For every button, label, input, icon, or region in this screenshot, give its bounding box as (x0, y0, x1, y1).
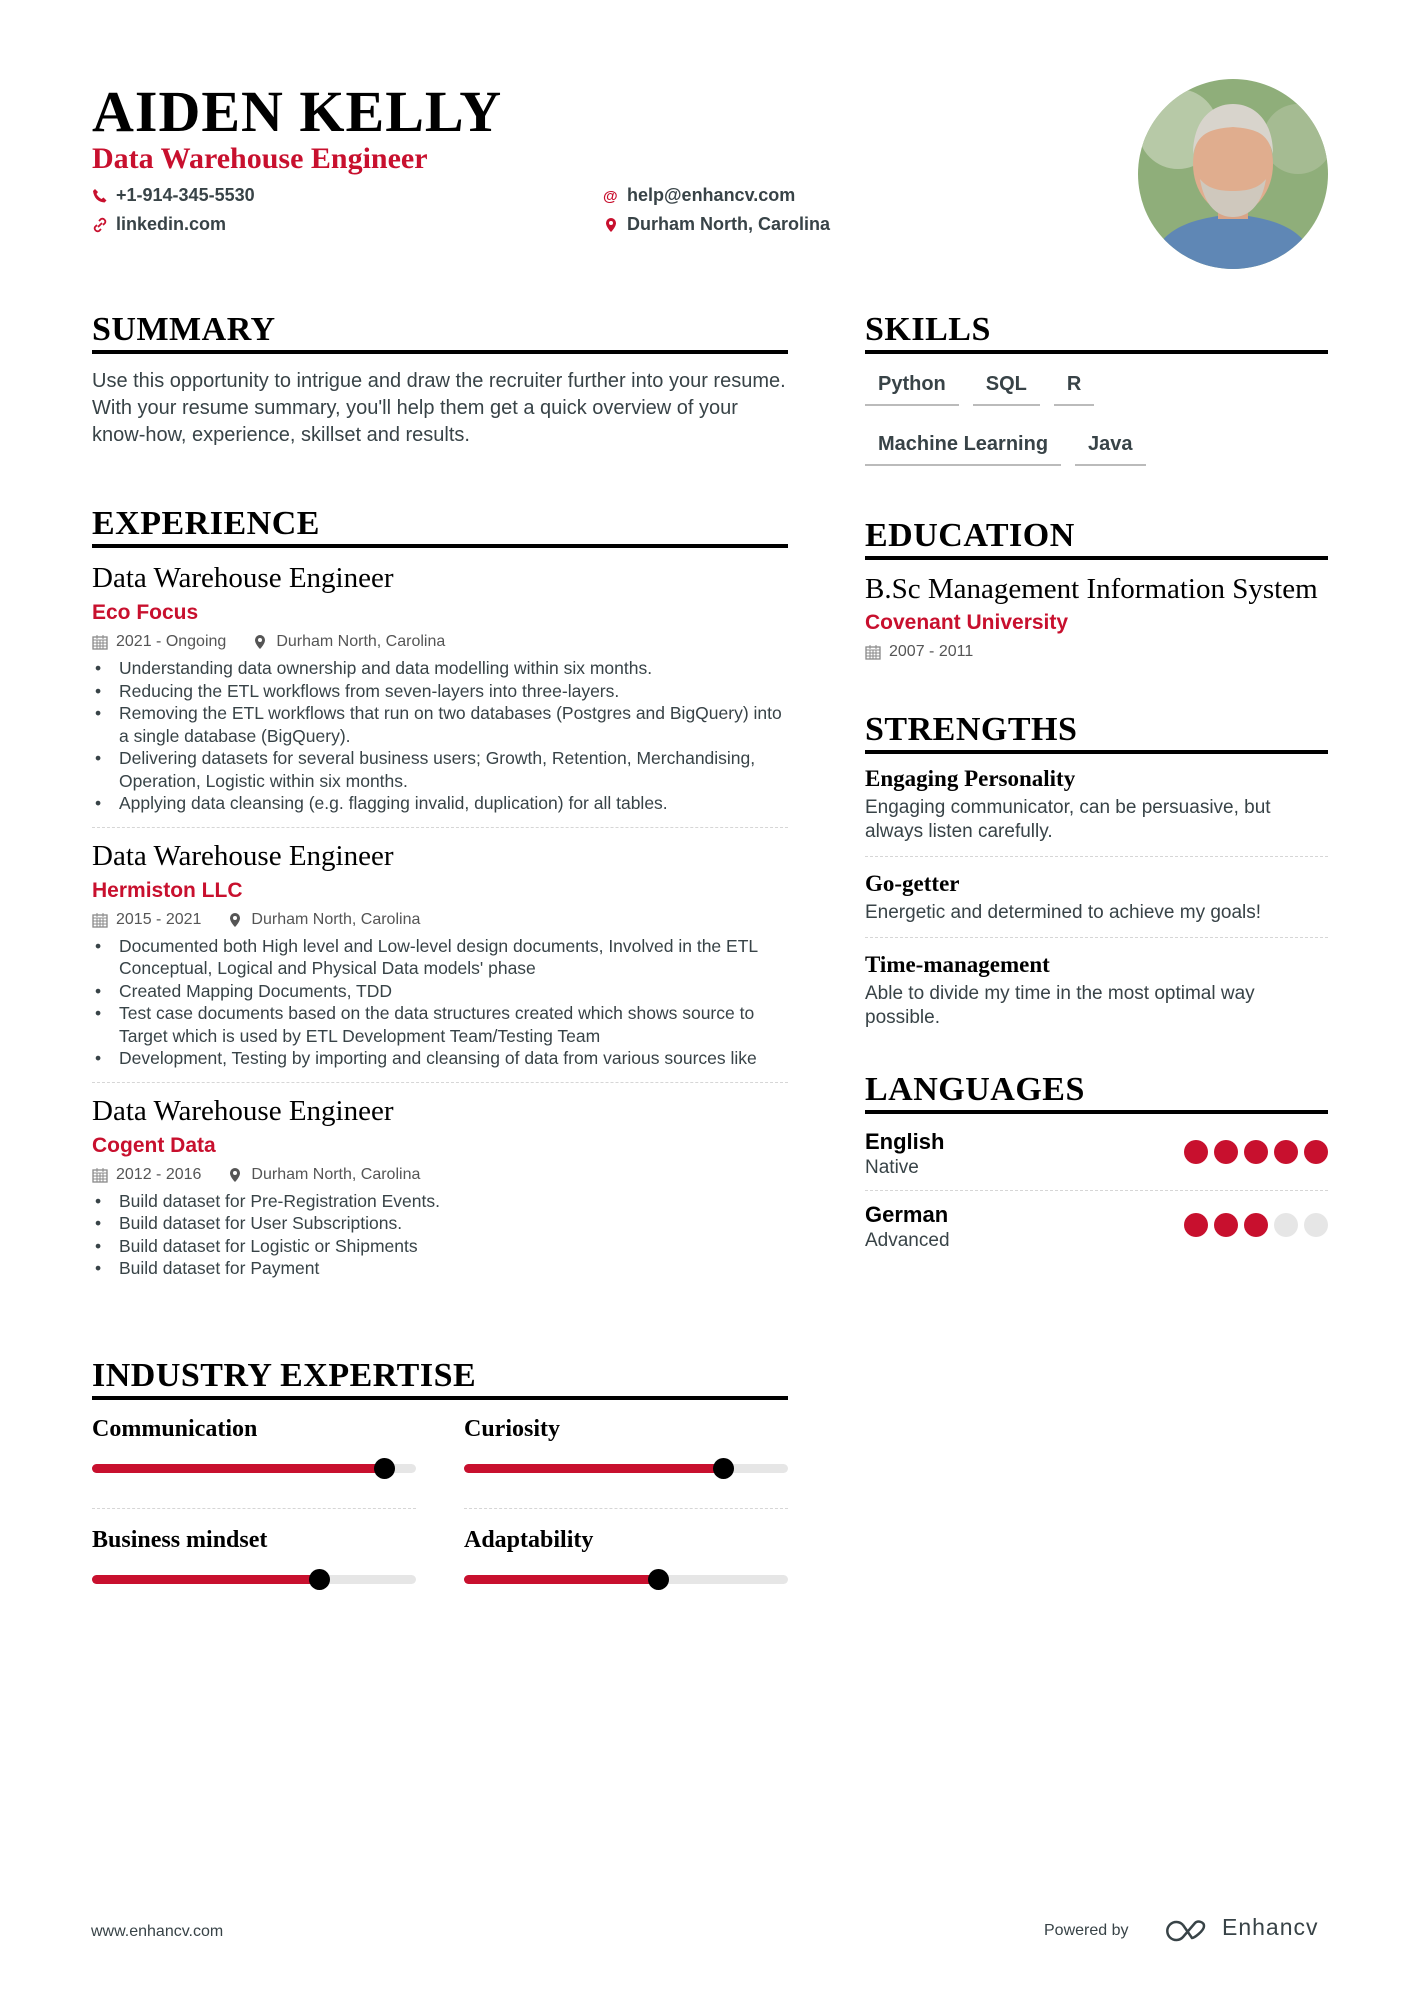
linkedin[interactable] (92, 214, 226, 235)
company: Hermiston LLC (92, 878, 243, 902)
calendar-icon (865, 644, 881, 660)
expertise-item (92, 1508, 416, 1588)
job-dates: 2021 - Ongoing (116, 633, 227, 650)
enhancv-brand: Enhancv (1222, 1914, 1319, 1940)
level-dot (1244, 1213, 1268, 1237)
dates-text: 2007 - 2011 (889, 643, 974, 660)
strength-item (865, 950, 1328, 1030)
expertise-item (464, 1508, 788, 1588)
job-entry (92, 838, 788, 1070)
expertise-heading: INDUSTRY EXPERTISE (92, 1356, 788, 1400)
strength-title: Time-management (865, 952, 1050, 977)
level-dot (1214, 1140, 1238, 1164)
phone (92, 185, 255, 206)
level-dot (1184, 1140, 1208, 1164)
calendar-icon (92, 912, 108, 928)
expertise-label: Communication (92, 1416, 258, 1442)
strength-title: Engaging Personality (865, 766, 1076, 791)
strength-item (865, 869, 1328, 925)
expertise-item (92, 1414, 416, 1508)
job-bullet: • Removing the ETL workflows that run on two databases (Postgres and BigQuery) into a single database (BigQuery). (92, 702, 788, 747)
location-pin-icon (603, 217, 619, 233)
candidate-name: AIDEN KELLY (92, 79, 503, 144)
job-bullet: • Created Mapping Documents, TDD (92, 980, 788, 1003)
school: Covenant University (865, 611, 1069, 634)
expertise-bar (92, 1575, 416, 1584)
expertise-item (464, 1414, 788, 1508)
company: Eco Focus (92, 601, 199, 624)
enhancv-logo-icon (1163, 1917, 1211, 1945)
job-bullet: • Build dataset for Payment (92, 1257, 788, 1280)
level-dot (1304, 1213, 1328, 1237)
bar-fill (92, 1575, 319, 1584)
link-icon (92, 217, 108, 233)
location-text: Durham North, Carolina (627, 214, 831, 234)
summary-text: Use this opportunity to intrigue and draw the recruiter further into your resume. With your resume summary, you'll help them get a quick overview of your know-how, experience, skillset and results. (92, 370, 786, 446)
job-dates: 2015 - 2021 (116, 910, 202, 928)
language-name: English (865, 1129, 945, 1154)
degree: B.Sc Management Information System (865, 573, 1318, 605)
bar-knob (713, 1458, 734, 1479)
education-dates (865, 640, 1328, 664)
language-level: Advanced (865, 1230, 950, 1251)
job-bullet: • Reducing the ETL workflows from seven-layers into three-layers. (92, 680, 788, 703)
level-dot (1214, 1213, 1238, 1237)
location (603, 214, 830, 235)
job-bullet: • Build dataset for Pre-Registration Events. (92, 1190, 788, 1213)
job-bullet: • Applying data cleansing (e.g. flagging invalid, duplication) for all tables. (92, 792, 788, 815)
expertise-bar (464, 1575, 788, 1584)
skill-tag: Java (1075, 432, 1146, 466)
job-bullet: • Build dataset for Logistic or Shipments (92, 1235, 788, 1258)
language-item (865, 1201, 1328, 1253)
location-pin-icon (252, 634, 268, 650)
summary-heading: SUMMARY (92, 310, 788, 354)
bar-fill (464, 1464, 723, 1473)
calendar-icon (92, 1167, 108, 1183)
job-dates: 2012 - 2016 (116, 1165, 202, 1183)
job-location: Durham North, Carolina (276, 633, 446, 650)
location-pin-icon (227, 912, 243, 928)
job-bullet: • Delivering datasets for several business users; Growth, Retention, Merchandising, Operation, Logistic within six months. (92, 747, 788, 792)
avatar (1138, 79, 1328, 269)
strength-item (865, 764, 1328, 844)
job-meta (92, 1163, 788, 1187)
job-bullet: • Documented both High level and Low-level design documents, Involved in the ETL Conceptual, Logical and Physical Data models' phase (92, 935, 788, 980)
job-title: Data Warehouse Engineer (92, 839, 394, 872)
expertise-label: Curiosity (464, 1416, 560, 1442)
languages-heading: LANGUAGES (865, 1070, 1328, 1114)
expertise-bar (464, 1464, 788, 1473)
divider (865, 937, 1328, 938)
language-name: German (865, 1202, 949, 1227)
phone-icon (92, 188, 108, 204)
level-dot (1274, 1140, 1298, 1164)
language-dots (1178, 1140, 1328, 1169)
level-dot (1244, 1140, 1268, 1164)
language-dots (1178, 1213, 1328, 1242)
job-meta (92, 908, 788, 932)
skill-tag: Machine Learning (865, 432, 1061, 466)
email[interactable] (603, 185, 795, 206)
job-bullet: • Understanding data ownership and data modelling within six months. (92, 657, 788, 680)
strength-desc: Energetic and determined to achieve my goals! (865, 902, 1262, 923)
bar-fill (464, 1575, 658, 1584)
divider (865, 856, 1328, 857)
at-icon (603, 188, 619, 204)
skill-tag: R (1054, 372, 1094, 406)
svg-text:@: @ (603, 187, 618, 204)
email-text: help@enhancv.com (627, 185, 796, 205)
job-entry (92, 1093, 788, 1280)
bar-knob (309, 1569, 330, 1590)
skill-tag: SQL (973, 372, 1040, 406)
phone-text: +1-914-345-5530 (116, 185, 255, 205)
job-location: Durham North, Carolina (251, 1165, 421, 1183)
education-heading: EDUCATION (865, 516, 1328, 560)
job-bullet: • Development, Testing by importing and cleansing of data from various sources like (92, 1047, 788, 1070)
bar-fill (92, 1464, 384, 1473)
expertise-label: Adaptability (464, 1527, 594, 1553)
job-bullet: • Test case documents based on the data structures created which shows source to Target which is used by ETL Development Team/Testing Team (92, 1002, 788, 1047)
powered-by: Powered by (1044, 1922, 1129, 1939)
experience-heading: EXPERIENCE (92, 504, 788, 548)
language-level: Native (865, 1157, 919, 1178)
level-dot (1274, 1213, 1298, 1237)
language-item (865, 1128, 1328, 1180)
skills-heading: SKILLS (865, 310, 1328, 354)
company: Cogent Data (92, 1133, 216, 1157)
candidate-title: Data Warehouse Engineer (92, 142, 428, 175)
calendar-icon (92, 634, 108, 650)
job-title: Data Warehouse Engineer (92, 562, 394, 594)
level-dot (1184, 1213, 1208, 1237)
job-title: Data Warehouse Engineer (92, 1094, 394, 1127)
footer-site[interactable]: www.enhancv.com (91, 1923, 224, 1940)
divider (865, 1190, 1328, 1191)
skill-tag: Python (865, 372, 959, 406)
expertise-bar (92, 1464, 416, 1473)
bar-knob (648, 1569, 669, 1590)
expertise-label: Business mindset (92, 1527, 268, 1553)
job-meta (92, 630, 788, 654)
strengths-heading: STRENGTHS (865, 710, 1328, 754)
job-bullet: • Build dataset for User Subscriptions. (92, 1212, 788, 1235)
strength-desc: Engaging communicator, can be persuasive, but always listen carefully. (865, 797, 1271, 842)
bar-knob (374, 1458, 395, 1479)
link-text: linkedin.com (116, 214, 227, 234)
job-entry (92, 560, 788, 815)
strength-title: Go-getter (865, 871, 960, 896)
strength-desc: Able to divide my time in the most optimal way possible. (865, 983, 1255, 1028)
divider (92, 1082, 788, 1083)
location-pin-icon (227, 1167, 243, 1183)
job-location: Durham North, Carolina (251, 910, 421, 928)
divider (92, 827, 788, 828)
level-dot (1304, 1140, 1328, 1164)
